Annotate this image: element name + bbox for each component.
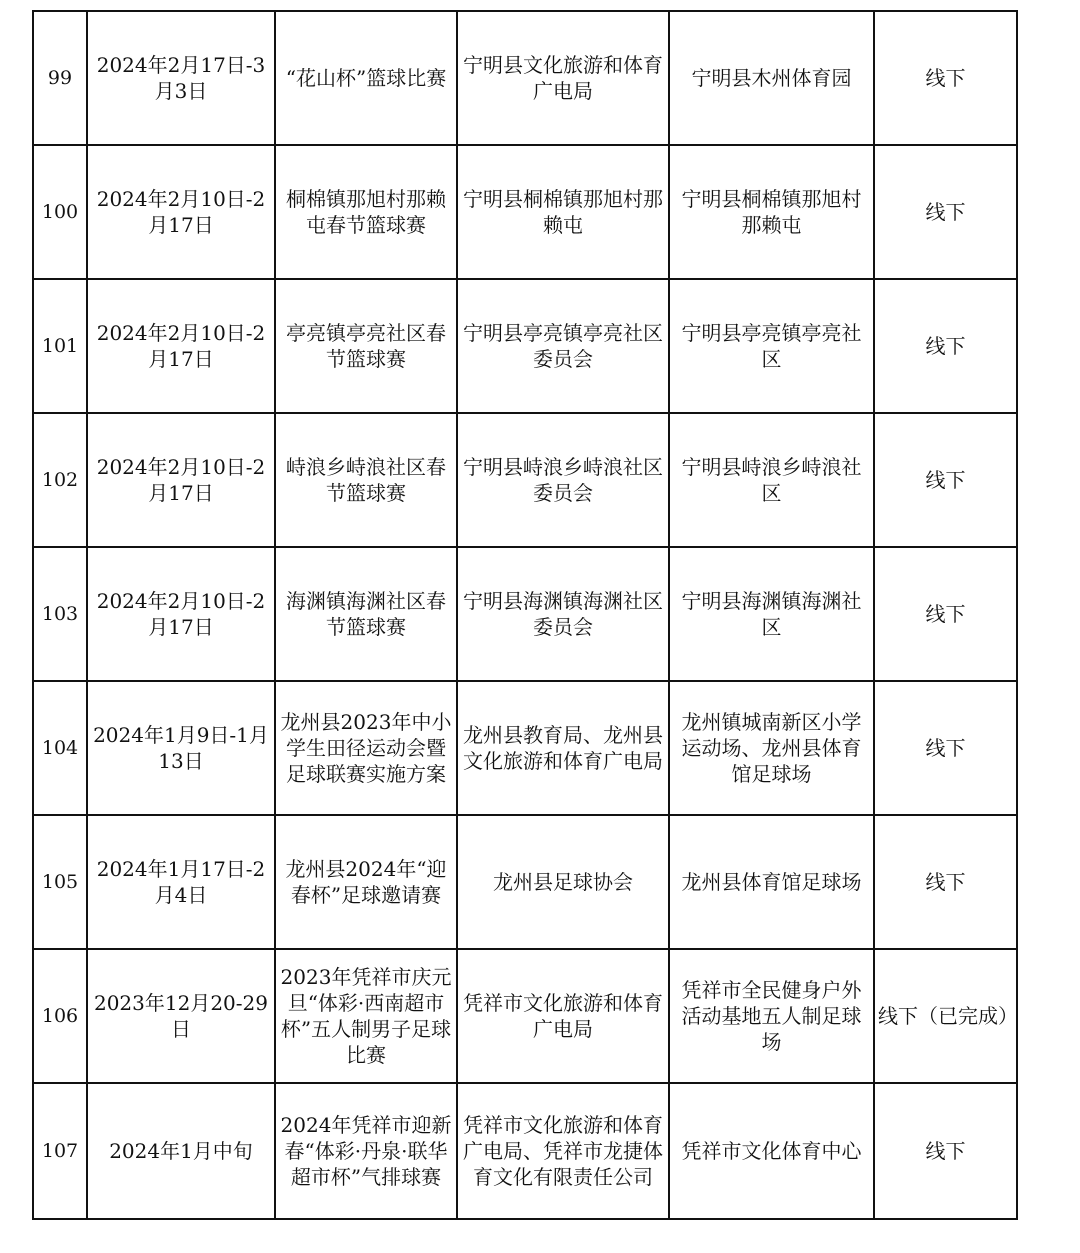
table-row	[33, 815, 1017, 949]
table-row	[33, 949, 1017, 1083]
event-date: 2024年1月17日-2月4日	[87, 815, 275, 949]
table-row	[33, 279, 1017, 413]
event-organizer: 凭祥市文化旅游和体育广电局	[457, 949, 669, 1083]
event-date: 2024年2月10日-2月17日	[87, 547, 275, 681]
table-row	[33, 11, 1017, 145]
table-row	[33, 547, 1017, 681]
event-name: 2024年凭祥市迎新春“体彩·丹泉·联华超市杯”气排球赛	[275, 1083, 457, 1219]
event-name: 亭亮镇亭亮社区春节篮球赛	[275, 279, 457, 413]
event-organizer: 宁明县海渊镇海渊社区委员会	[457, 547, 669, 681]
event-mode: 线下	[874, 1083, 1017, 1219]
event-organizer: 宁明县峙浪乡峙浪社区委员会	[457, 413, 669, 547]
events-table	[32, 10, 1018, 1220]
table-row	[33, 413, 1017, 547]
event-name: 海渊镇海渊社区春节篮球赛	[275, 547, 457, 681]
row-number: 102	[33, 413, 87, 547]
event-venue: 宁明县桐棉镇那旭村那赖屯	[669, 145, 874, 279]
row-number: 104	[33, 681, 87, 815]
event-mode: 线下	[874, 279, 1017, 413]
event-date: 2024年2月17日-3月3日	[87, 11, 275, 145]
table-row	[33, 681, 1017, 815]
event-date: 2024年2月10日-2月17日	[87, 413, 275, 547]
event-name: 2023年凭祥市庆元旦“体彩·西南超市杯”五人制男子足球比赛	[275, 949, 457, 1083]
event-venue: 宁明县海渊镇海渊社区	[669, 547, 874, 681]
event-date: 2024年1月9日-1月13日	[87, 681, 275, 815]
event-venue: 凭祥市全民健身户外活动基地五人制足球场	[669, 949, 874, 1083]
event-venue: 宁明县木州体育园	[669, 11, 874, 145]
event-venue: 宁明县亭亮镇亭亮社区	[669, 279, 874, 413]
event-organizer: 龙州县足球协会	[457, 815, 669, 949]
event-venue: 凭祥市文化体育中心	[669, 1083, 874, 1219]
event-organizer: 宁明县亭亮镇亭亮社区委员会	[457, 279, 669, 413]
event-venue: 龙州县体育馆足球场	[669, 815, 874, 949]
event-mode: 线下	[874, 681, 1017, 815]
event-name: 桐棉镇那旭村那赖屯春节篮球赛	[275, 145, 457, 279]
event-name: “花山杯”篮球比赛	[275, 11, 457, 145]
event-venue: 龙州镇城南新区小学运动场、龙州县体育馆足球场	[669, 681, 874, 815]
event-mode: 线下	[874, 547, 1017, 681]
event-date: 2024年2月10日-2月17日	[87, 279, 275, 413]
event-mode: 线下	[874, 145, 1017, 279]
event-date: 2023年12月20-29日	[87, 949, 275, 1083]
event-date: 2024年1月中旬	[87, 1083, 275, 1219]
event-mode: 线下	[874, 815, 1017, 949]
event-organizer: 龙州县教育局、龙州县文化旅游和体育广电局	[457, 681, 669, 815]
event-organizer: 宁明县文化旅游和体育广电局	[457, 11, 669, 145]
row-number: 107	[33, 1083, 87, 1219]
event-venue: 宁明县峙浪乡峙浪社区	[669, 413, 874, 547]
event-name: 峙浪乡峙浪社区春节篮球赛	[275, 413, 457, 547]
table-row	[33, 145, 1017, 279]
row-number: 103	[33, 547, 87, 681]
event-date: 2024年2月10日-2月17日	[87, 145, 275, 279]
event-name: 龙州县2024年“迎春杯”足球邀请赛	[275, 815, 457, 949]
event-organizer: 宁明县桐棉镇那旭村那赖屯	[457, 145, 669, 279]
event-name: 龙州县2023年中小学生田径运动会暨足球联赛实施方案	[275, 681, 457, 815]
events-table-body	[33, 11, 1017, 1219]
row-number: 99	[33, 11, 87, 145]
row-number: 101	[33, 279, 87, 413]
event-organizer: 凭祥市文化旅游和体育广电局、凭祥市龙捷体育文化有限责任公司	[457, 1083, 669, 1219]
event-mode: 线下	[874, 413, 1017, 547]
row-number: 106	[33, 949, 87, 1083]
row-number: 105	[33, 815, 87, 949]
event-mode: 线下（已完成）	[874, 949, 1017, 1083]
table-row	[33, 1083, 1017, 1219]
row-number: 100	[33, 145, 87, 279]
event-mode: 线下	[874, 11, 1017, 145]
